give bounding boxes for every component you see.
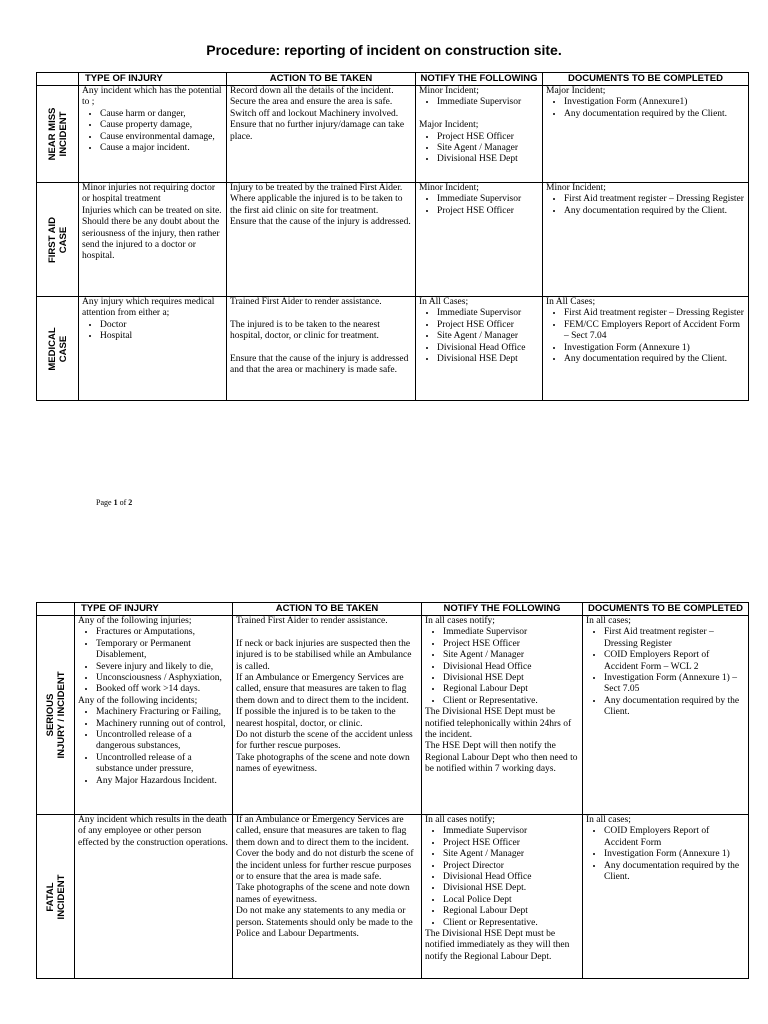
type-cell-first-aid [79,183,227,297]
type-cell-fatal [75,815,233,979]
list-item: • Any Major Hazardous Incident. [96,776,229,787]
header-action: ACTION TO BE TAKEN [233,603,422,616]
header-notify: NOTIFY THE FOLLOWING [422,603,583,616]
page-label-prefix: Page [96,498,114,507]
notify-list [419,308,539,365]
action-line: If neck or back injuries are suspected then the injured is to be stabilised while an Ambulance is called. [236,638,412,672]
table-row-medical [37,297,749,401]
list-item: • Severe injury and likely to die, [96,662,229,673]
notify-note: The HSE Dept will then notify the Regional Labour Dept who then need to be notified within 7 working days. [425,741,578,775]
list-item: • Project HSE Officer [437,206,539,217]
list-item: • Any documentation required by the Client. [564,109,745,120]
notify-cell-medical [416,297,543,401]
page-total: 2 [128,498,133,507]
header-blank [37,73,79,86]
list-item: • Divisional HSE Dept. [443,883,579,894]
list-item: • COID Employers Report of Accident Form – WCL 2 [604,650,745,673]
table-row-first-aid [37,183,749,297]
notify-list [419,194,539,217]
type-intro: Any injury which requires medical attention from either a; [82,297,215,319]
header-notify: NOTIFY THE FOLLOWING [416,73,543,86]
action-line: Injury to be treated by the trained First Aider. [230,183,403,193]
type-list [82,320,223,343]
table-header-row [37,73,749,86]
notify-heading: In all cases notify; [425,815,495,825]
list-item: • Project HSE Officer [443,639,579,650]
type-cell-medical [79,297,227,401]
category-label: FIRST AID CASE [46,216,69,263]
incident-table-2 [36,602,749,979]
docs-heading: Minor Incident; [546,183,606,193]
table-row-near-miss [37,86,749,183]
list-item: • Investigation Form (Annexure 1) [604,849,745,860]
category-cell-first-aid [37,183,79,297]
list-item: • Uncontrolled release of a dangerous substances, [96,730,229,753]
action-line: Trained First Aider to render assistance. [236,616,388,626]
category-label: NEAR MISS INCIDENT [46,107,69,161]
docs-cell-near-miss [543,86,749,183]
list-item: • Machinery Fracturing or Failing, [96,707,229,718]
list-item: • Project HSE Officer [443,838,579,849]
action-line: Where applicable the injured is to be taken to the first aid clinic on site for treatment. [230,194,403,216]
list-item: • First Aid treatment register – Dressing Register [604,627,745,650]
list-item: • Project HSE Officer [437,132,539,143]
docs-list [586,627,745,718]
list-item: • Divisional Head Office [437,343,539,354]
list-item: • Machinery running out of control, [96,719,229,730]
action-line: Switch off and lockout Machinery involved. [230,108,399,119]
notify-heading: In all cases notify; [425,616,495,626]
notify-heading: Minor Incident; [419,86,479,96]
list-item: • Immediate Supervisor [443,826,579,837]
list-item: • Uncontrolled release of a substance under pressure, [96,753,229,776]
docs-list [546,194,745,217]
notify-heading: In All Cases; [419,297,469,307]
action-line: If an Ambulance or Emergency Services are called, ensure that measures are taken to flag them down and to direct them to the incident. [236,673,409,706]
list-item: • Divisional HSE Dept [437,354,539,365]
list-item: • Cause harm or danger, [100,109,223,120]
type-line: Injuries which can be treated on site. [82,205,222,216]
action-line: Take photographs of the scene and note down names of eyewitness. [236,883,410,905]
list-item: • Client or Representative. [443,696,579,707]
action-line: Do not make any statements to any media or person. Statements should only be made to the Police and Labour Departments. [236,906,413,940]
action-line: Ensure that the cause of the injury is addressed. [230,217,411,228]
list-item: • Investigation Form (Annexure 1) – Sect 7.05 [604,673,745,696]
list-item: • Immediate Supervisor [437,97,539,108]
list-item: • Doctor [100,320,223,331]
action-line: The injured is to be taken to the nearest hospital, doctor, or clinic for treatment. [230,319,380,342]
incident-table-1 [36,72,749,401]
notify-list [425,826,579,929]
list-item: • Hospital [100,331,223,342]
list-item: • COID Employers Report of Accident Form [604,826,745,849]
docs-heading: Major Incident; [546,86,606,96]
header-documents: DOCUMENTS TO BE COMPLETED [543,73,749,86]
category-cell-near-miss [37,86,79,183]
category-label: FATAL INCIDENT [44,874,67,919]
type-list [78,707,229,787]
list-item: • Investigation Form (Annexure 1) [564,343,745,354]
list-item: • Immediate Supervisor [443,627,579,638]
list-item: • Divisional HSE Dept [437,154,539,165]
docs-list [546,308,745,365]
notify-heading: Minor Incident; [419,183,479,193]
list-item: • Cause property damage, [100,120,223,131]
action-cell-near-miss [227,86,416,183]
list-item: • Unconsciousness / Asphyxiation, [96,673,229,684]
type-cell-near-miss [79,86,227,183]
type-line: Any incident which results in the death of any employee or other person effected by the construction operations. [78,815,228,848]
page-current: 1 [113,498,118,507]
list-item: • Site Agent / Manager [443,849,579,860]
list-item: • Divisional Head Office [443,662,579,673]
notify-cell-first-aid [416,183,543,297]
header-type-of-injury: TYPE OF INJURY [75,603,233,616]
list-item: • Project Director [443,861,579,872]
list-item: • Divisional Head Office [443,872,579,883]
type-intro: Any of the following injuries; [78,616,192,626]
list-item: • Divisional HSE Dept [443,673,579,684]
notify-note: The Divisional HSE Dept must be notified immediately as they will then notify the Regional Labour Dept. [425,929,570,962]
docs-cell-fatal [583,815,749,979]
category-label: MEDICAL CASE [46,326,69,371]
type-intro: Any of the following incidents; [78,695,198,706]
list-item: • Any documentation required by the Client. [564,354,745,365]
page-label-of: of [117,498,129,507]
action-cell-serious [233,616,422,815]
list-item: • Regional Labour Dept [443,906,579,917]
category-cell-medical [37,297,79,401]
docs-cell-first-aid [543,183,749,297]
action-cell-fatal [233,815,422,979]
type-line: Minor injuries not requiring doctor or hospital treatment [82,183,215,205]
type-line: Should there be any doubt about the seriousness of the injury, then rather send the injured to a doctor or hospital. [82,217,220,262]
notify-cell-near-miss [416,86,543,183]
notify-heading: Major Incident; [419,120,479,131]
type-list [82,109,223,155]
table-row-serious [37,616,749,815]
list-item: • Project HSE Officer [437,320,539,331]
list-item: • Investigation Form (Annexure1) [564,97,745,108]
notify-cell-serious [422,616,583,815]
list-item: • Regional Labour Dept [443,684,579,695]
list-item: • FEM/CC Employers Report of Accident Form – Sect 7.04 [564,320,745,343]
notify-note: The Divisional HSE Dept must be notified telephonically within 24hrs of the incident. [425,707,572,741]
category-label: SERIOUS INJURY / INCIDENT [44,671,67,759]
docs-cell-medical [543,297,749,401]
action-line: Take photographs of the scene and note down names of eyewitness. [236,752,410,775]
list-item: • Booked off work >14 days. [96,684,229,695]
list-item: • Site Agent / Manager [443,650,579,661]
page-number [96,498,132,507]
category-cell-fatal [37,815,75,979]
action-line: Record down all the details of the incident. [230,86,394,96]
action-line: Trained First Aider to render assistance. [230,297,382,307]
header-type-of-injury: TYPE OF INJURY [79,73,227,86]
list-item: • Site Agent / Manager [437,331,539,342]
header-documents: DOCUMENTS TO BE COMPLETED [583,603,749,616]
notify-cell-fatal [422,815,583,979]
list-item: • Temporary or Permanent Disablement, [96,639,229,662]
list-item: • Immediate Supervisor [437,308,539,319]
list-item: • Cause environmental damage, [100,132,223,143]
type-cell-serious [75,616,233,815]
action-line: Ensure that no further injury/damage can take place. [230,120,405,142]
docs-heading: In all cases; [586,815,631,825]
action-line: Ensure that the cause of the injury is addressed and that the area or machinery is made safe. [230,354,409,376]
action-line: Cover the body and do not disturb the scene of the incident unless for further rescue purposes or to ensure that the area is made safe. [236,849,414,883]
docs-heading: In All Cases; [546,297,596,307]
action-line: Secure the area and ensure the area is safe. [230,97,393,108]
list-item: • Site Agent / Manager [437,143,539,154]
docs-heading: In all cases; [586,616,631,626]
list-item: • First Aid treatment register – Dressing Register [564,308,745,319]
header-action: ACTION TO BE TAKEN [227,73,416,86]
action-cell-medical [227,297,416,401]
category-cell-serious [37,616,75,815]
list-item: • Cause a major incident. [100,143,223,154]
type-list [78,627,229,695]
notify-list [425,627,579,707]
table-row-fatal [37,815,749,979]
notify-list [419,132,539,166]
action-line: Do not disturb the scene of the accident unless for further rescue purposes. [236,730,413,752]
docs-cell-serious [583,616,749,815]
docs-list [546,97,745,120]
type-intro: Any incident which has the potential to ; [82,86,222,108]
list-item: • Any documentation required by the Client. [564,206,745,217]
page-title: Procedure: reporting of incident on construction site. [206,42,562,58]
list-item: • Any documentation required by the Client. [604,696,745,719]
table-header-row [37,603,749,616]
header-blank [37,603,75,616]
list-item: • Immediate Supervisor [437,194,539,205]
action-line: If possible the injured is to be taken to the nearest hospital, doctor, or clinic. [236,707,396,729]
list-item: • Local Police Dept [443,895,579,906]
docs-list [586,826,745,883]
list-item: • Fractures or Amputations, [96,627,229,638]
notify-list [419,97,539,108]
action-line: If an Ambulance or Emergency Services are called, ensure that measures are taken to flag them down and to direct them to the incident. [236,815,409,848]
list-item: • First Aid treatment register – Dressing Register [564,194,745,205]
list-item: • Any documentation required by the Client. [604,861,745,884]
list-item: • Client or Representative. [443,918,579,929]
action-cell-first-aid [227,183,416,297]
